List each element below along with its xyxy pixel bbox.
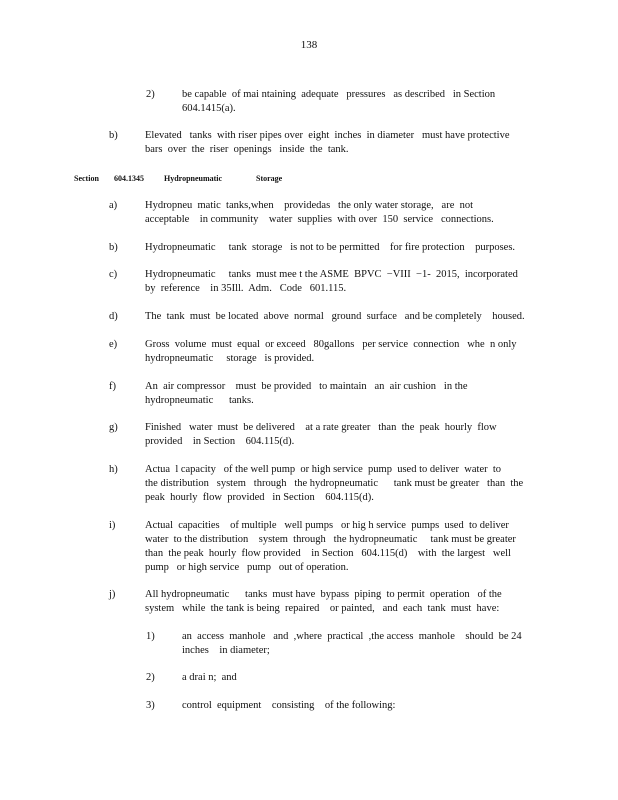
- section-number: 604.1345: [114, 174, 144, 183]
- item-text: an access manhole and ,where practical ,the access manhole should be 24 inches in diameter;: [182, 631, 522, 656]
- item-text: Elevated tanks with riser pipes over eight inches in diameter must have protective bars over the riser openings inside the tank.: [145, 130, 510, 155]
- item-text: be capable of mai ntaining adequate pressures as described in Section 604.1415(a).: [182, 89, 496, 114]
- item-text: The tank must be located above normal ground surface and be completely housed.: [145, 311, 525, 322]
- item-label: 2): [146, 672, 155, 683]
- item-text: Actual capacities of multiple well pumps or hig h service pumps used to deliver water to the distribution system through the hydropneumatic tank must be greater than the peak hourly flow provided in Section 604.115(d) with the largest well pump or high service pump out of operation.: [145, 520, 516, 573]
- section-word: Section: [74, 174, 99, 183]
- item-text: control equipment consisting of the following:: [182, 700, 396, 711]
- item-text: An air compressor must be provided to maintain an air cushion in the hydropneumatic tanks.: [145, 381, 468, 406]
- item-label: 1): [146, 631, 155, 642]
- item-label: f): [109, 381, 116, 392]
- item-label: e): [109, 339, 118, 350]
- item-text: Hydropneu matic tanks,when providedas the only water storage, are not acceptable in community water supplies with over 150 service connections.: [145, 200, 494, 225]
- item-text: All hydropneumatic tanks must have bypass piping to permit operation of the system while the tank is being repaired or painted, and each tank must have:: [145, 589, 502, 614]
- item-text: Hydropneumatic tanks must mee t the ASME BPVC −VIII −1- 2015, incorporated by reference in 35Ill. Adm. Code 601.115.: [145, 269, 518, 294]
- section-title-second: Storage: [256, 174, 283, 183]
- item-text: a drai n; and: [182, 672, 237, 683]
- item-label: c): [109, 269, 118, 280]
- item-label: j): [109, 589, 116, 600]
- item-label: b): [109, 130, 118, 141]
- item-text: Gross volume must equal or exceed 80gallons per service connection whe n only hydropneumatic storage is provided.: [145, 339, 517, 364]
- item-label: g): [109, 422, 118, 433]
- item-label: b): [109, 242, 118, 253]
- page-number: 138: [300, 39, 318, 51]
- item-label: 2): [146, 89, 155, 100]
- item-text: Actua l capacity of the well pump or high service pump used to deliver water to the distribution system through the hydropneumatic tank must be greater than the peak hourly flow provided in Section 604.115(d).: [145, 464, 524, 503]
- item-label: d): [109, 311, 118, 322]
- item-label: a): [109, 200, 118, 211]
- item-text: Hydropneumatic tank storage is not to be permitted for fire protection purposes.: [145, 242, 516, 253]
- item-label: i): [109, 520, 116, 531]
- item-label: h): [109, 464, 118, 475]
- item-text: Finished water must be delivered at a rate greater than the peak hourly flow provided in Section 604.115(d).: [145, 422, 497, 447]
- item-label: 3): [146, 700, 155, 711]
- section-title-first: Hydropneumatic: [164, 174, 223, 183]
